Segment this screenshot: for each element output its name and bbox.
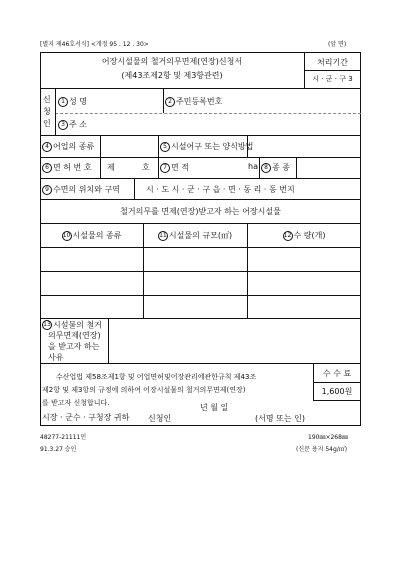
paper-spec: (신문 용지 54g/㎡) (296, 446, 348, 453)
rule (158, 157, 159, 178)
rule (304, 70, 361, 71)
circled-number: 12 (283, 231, 292, 239)
address-label: 주 소 (69, 120, 87, 129)
facility-quantity-header (247, 230, 361, 241)
circled-number: 9 (42, 185, 52, 195)
facilities-section-title: 철거의무를 면제(연장)받고자 하는 어장시설물 (120, 207, 281, 216)
fishing-type-input[interactable] (102, 137, 156, 155)
circled-number: 3 (58, 120, 68, 130)
rrn-field-label (165, 96, 222, 107)
species-input[interactable] (298, 159, 359, 176)
area-input[interactable] (218, 159, 246, 176)
rule (296, 157, 297, 178)
form-subtitle: (제43조제2항 및 제3항관련) (121, 71, 223, 80)
form-code: 48277-21111민 (40, 434, 87, 441)
signature-hint: (서명 또는 인) (255, 414, 305, 423)
statement-line-1: 수산업법 제58조제1항 및 어업면허및어장관리에관한규칙 제43조 (56, 373, 257, 381)
facility-quantity-input-2[interactable] (249, 273, 359, 293)
facility-size-input-3[interactable] (145, 297, 245, 316)
circled-number: 11 (159, 231, 167, 239)
form-reference: [별지 제46호서식] <개정 95 . 12 . 30> (40, 41, 149, 48)
processing-period-label: 처리기간 (317, 58, 348, 67)
circled-number: 6 (42, 163, 52, 173)
reason-line-3: 을 받고자 하는 (48, 342, 100, 351)
rule (100, 157, 101, 178)
rule (259, 157, 260, 178)
facility-type-input-3[interactable] (42, 297, 141, 316)
reason-line-2: 의무면제(연장) (48, 331, 101, 340)
circled-number: 10 (62, 231, 71, 239)
rrn-input[interactable] (240, 92, 358, 110)
rule (40, 271, 361, 272)
method-field-label (160, 141, 253, 152)
rule (100, 135, 101, 157)
circled-number: 4 (42, 142, 52, 152)
area-unit: ha (248, 162, 258, 171)
reason-label (42, 320, 102, 331)
date-line: 년 월 일 (200, 403, 229, 412)
recipient-line: 시장 · 군수 · 구청장 귀하 (42, 413, 130, 422)
applicant-signature-label: 신청인 (148, 414, 172, 423)
rrn-label: 주민등록번호 (176, 97, 223, 106)
rule (40, 178, 361, 179)
fee-label: 수 수 료 (322, 369, 352, 378)
area-label: 면 적 (171, 163, 189, 172)
rule (40, 247, 361, 248)
fishing-type-label: 어업의 종류 (53, 142, 95, 151)
species-field-label (261, 162, 290, 173)
circled-number: 8 (261, 163, 271, 173)
rule (55, 113, 361, 114)
rule (40, 157, 361, 158)
facility-quantity-input-1[interactable] (249, 249, 359, 269)
facility-size-label: 시설물의 규모(㎡) (168, 231, 233, 240)
address-input[interactable] (95, 116, 357, 133)
rule (163, 88, 164, 113)
license-number-input[interactable] (115, 159, 139, 176)
page-side-label: (앞 면) (328, 41, 347, 48)
circled-number: 5 (160, 142, 170, 152)
circled-number: 13 (43, 321, 51, 328)
circled-number: 1 (58, 97, 68, 107)
rule (158, 135, 159, 157)
rule (108, 318, 109, 363)
rule (40, 88, 361, 89)
area-field-label (160, 162, 189, 173)
fishing-type-field-label (42, 141, 94, 152)
name-field-label (58, 96, 87, 107)
facility-size-input-1[interactable] (145, 249, 245, 269)
rule (313, 382, 361, 383)
facility-size-input-2[interactable] (145, 273, 245, 293)
location-field-label (42, 184, 120, 195)
facility-quantity-label: 수 량(개) (293, 231, 326, 240)
facility-quantity-input-3[interactable] (249, 297, 359, 316)
rule (134, 178, 135, 199)
facility-type-label: 시설물의 종류 (72, 231, 122, 240)
facility-size-header (143, 230, 247, 241)
rule (40, 135, 361, 136)
statement-line-3: 를 받고자 신청합니다. (42, 399, 110, 407)
address-field-label (58, 119, 87, 130)
statement-line-2: 제2항 및 제3항의 규정에 의하여 어장시설물의 철거의무면제(연장) (42, 386, 246, 394)
method-input[interactable] (249, 137, 359, 155)
applicant-side-label-2: 청 (43, 107, 51, 116)
name-input[interactable] (110, 92, 160, 110)
location-address-parts: 시 · 도 시 · 군 · 구 읍 · 면 · 동 리 · 동 번지 (146, 185, 295, 194)
reason-line-1: 시설물의 철거 (53, 320, 102, 330)
applicant-side-label-1: 신 (43, 95, 51, 104)
license-prefix: 제 (107, 163, 115, 172)
facility-type-input-2[interactable] (42, 273, 141, 293)
processing-period-value: 시 · 군 · 구 3 (312, 75, 353, 83)
license-label: 면 허 번 호 (53, 163, 92, 172)
reason-input[interactable] (110, 320, 359, 361)
applicant-side-label-3: 인 (43, 119, 51, 128)
rule (40, 318, 361, 319)
rule (55, 88, 56, 135)
method-label: 시설어구 또는 양식방법 (171, 142, 254, 151)
facility-type-input-1[interactable] (42, 249, 141, 269)
approval-date: 91.3.27 승인 (40, 446, 77, 453)
species-label: 종 종 (272, 163, 290, 172)
name-label: 성 명 (69, 97, 87, 106)
rule (40, 223, 361, 224)
circled-number: 2 (165, 97, 175, 107)
license-suffix: 호 (142, 163, 150, 172)
fee-value: 1,600원 (321, 387, 353, 396)
location-label: 수면의 위치와 구역 (53, 185, 120, 194)
rule (313, 400, 361, 401)
reason-line-4: 사유 (48, 353, 64, 362)
circled-number: 7 (160, 163, 170, 173)
rule (40, 295, 361, 296)
facility-type-header (40, 230, 143, 241)
paper-size: 190㎜×268㎜ (308, 434, 348, 441)
form-title: 어장시설물의 철거의무면제(연장)신청서 (101, 57, 243, 66)
rule (40, 199, 361, 200)
license-field-label (42, 162, 92, 173)
